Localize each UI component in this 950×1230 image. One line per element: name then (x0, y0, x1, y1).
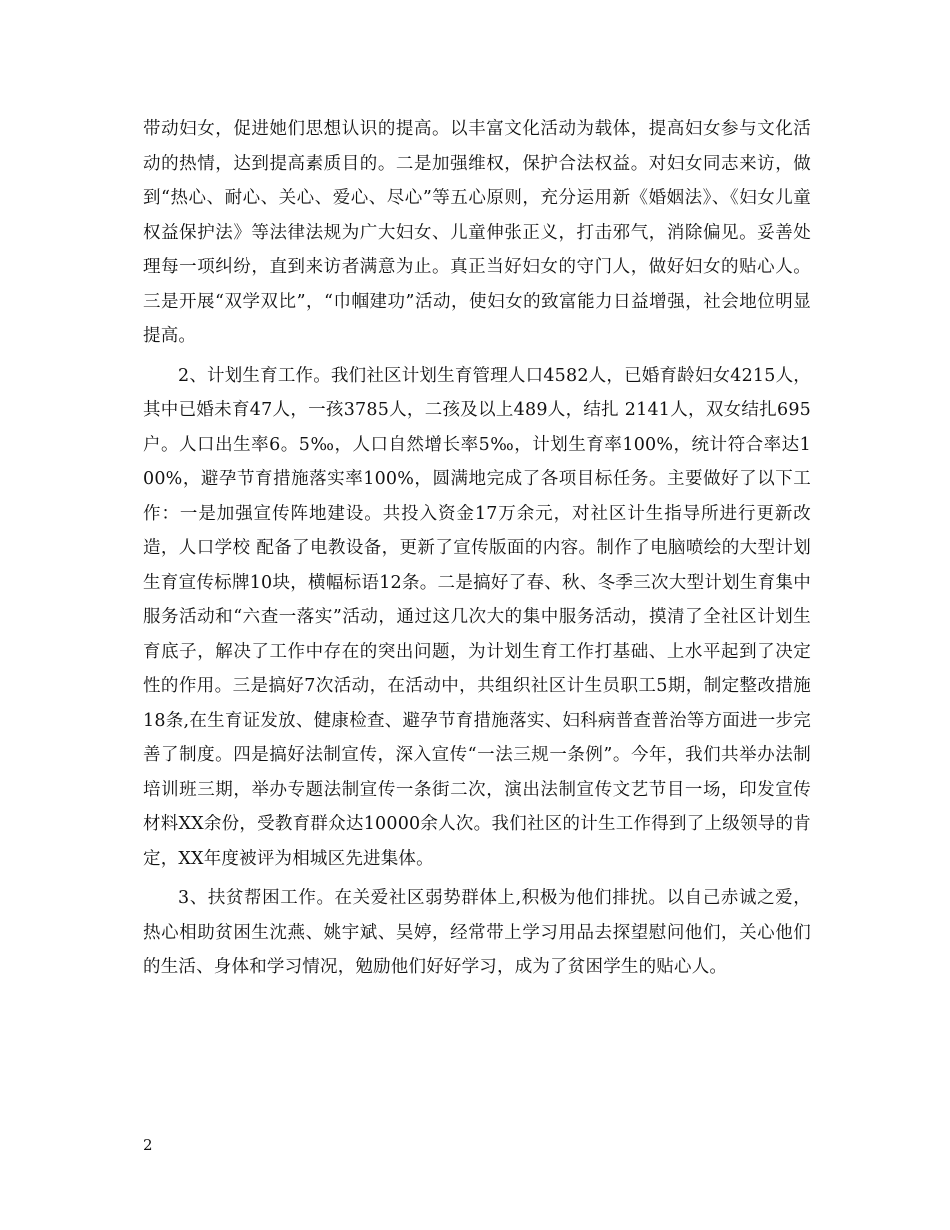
paragraph-womens-work-continued: 带动妇女，促进她们思想认识的提高。以丰富文化活动为载体，提高妇女参与文化活动的热情，达到提高素质目的。二是加强维权，保护合法权益。对妇女同志来访，做到“热心、耐心、关心、爱心、尽心”等五心原则，充分运用新《婚姻法》、《妇女儿童权益保护法》等法律法规为广大妇女、儿童伸张正义，打击邪气，消除偏见。妥善处理每一项纠纷，直到来访者满意为止。真正当好妇女的守门人，做好妇女的贴心人。三是开展“双学双比”，“巾帼建功”活动，使妇女的致富能力日益增强，社会地位明显提高。 (143, 119, 811, 346)
paragraph-family-planning: 2、计划生育工作。我们社区计划生育管理人口4582人，已婚育龄妇女4215人，其中已婚未育47人，一孩3785人，二孩及以上489人，结扎 2141人，双女结扎695户。人口出生率6。5‰，人口自然增长率5‰，计划生育率100%，统计符合率达100%，避孕节育措施落实率100%，圆满地完成了各项目标任务。主要做好了以下工作：一是加强宣传阵地建设。共投入资金17万余元，对社区计生指导所进行更新改造，人口学校 配备了电教设备，更新了宣传版面的内容。制作了电脑喷绘的大型计划生育宣传标牌10块，横幅标语12条。二是搞好了春、秋、冬季三次大型计划生育集中服务活动和“六查一落实”活动，通过这几次大的集中服务活动，摸清了全社区计划生育底子，解决了工作中存在的突出问题，为计划生育工作打基础、上水平起到了决定性的作用。三是搞好7次活动，在活动中，共组织社区计生员职工5期，制定整改措施18条,在生育证发放、健康检查、避孕节育措施落实、妇科病普查普治等方面进一步完善了制度。四是搞好法制宣传，深入宣传“一法三规一条例”。今年，我们共举办法制培训班三期，举办专题法制宣传一条街二次，演出法制宣传文艺节目一场，印发宣传材料XX余份，受教育群众达10000余人次。我们社区的计生工作得到了上级领导的肯定，XX年度被评为相城区先进集体。 (143, 365, 812, 869)
document-body (143, 112, 811, 985)
page-number: 2 (143, 1136, 153, 1154)
paragraph-poverty-relief: 3、扶贫帮困工作。在关爱社区弱势群体上,积极为他们排扰。以自己赤诚之爱，热心相助贫困生沈燕、姚宇斌、吴婷，经常带上学习用品去探望慰问他们，关心他们的生活、身体和学习情况，勉励他们好好学习，成为了贫困学生的贴心人。 (143, 888, 811, 977)
